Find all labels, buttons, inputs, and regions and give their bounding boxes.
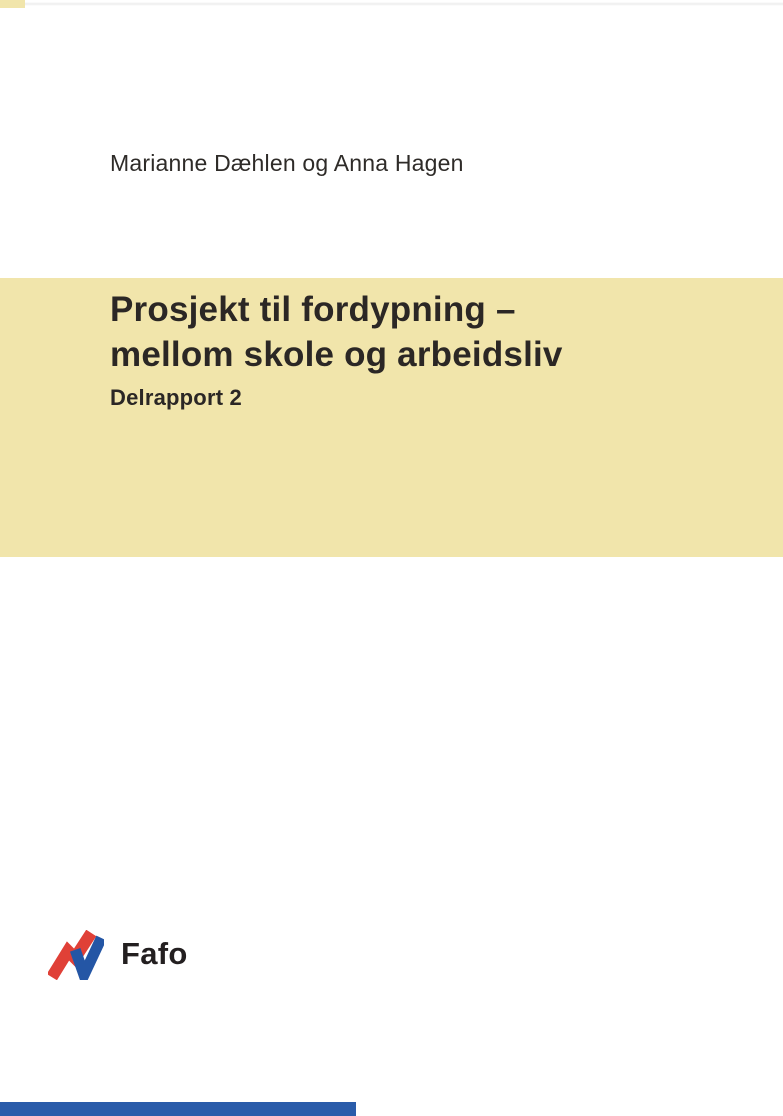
report-title-line2: mellom skole og arbeidsliv [110, 335, 563, 374]
publisher-logo [48, 929, 188, 981]
report-title-line1: Prosjekt til fordypning – [110, 290, 516, 329]
publisher-name: Fafo [121, 936, 188, 971]
bottom-blue-bar [0, 1102, 356, 1116]
fafo-logo-icon [48, 930, 104, 980]
report-title [110, 287, 783, 377]
top-left-band-fragment [0, 0, 25, 8]
author-names: Marianne Dæhlen og Anna Hagen [110, 150, 464, 176]
report-subtitle: Delrapport 2 [110, 385, 242, 410]
title-band [0, 278, 783, 557]
top-page-edge-line [0, 2, 783, 6]
